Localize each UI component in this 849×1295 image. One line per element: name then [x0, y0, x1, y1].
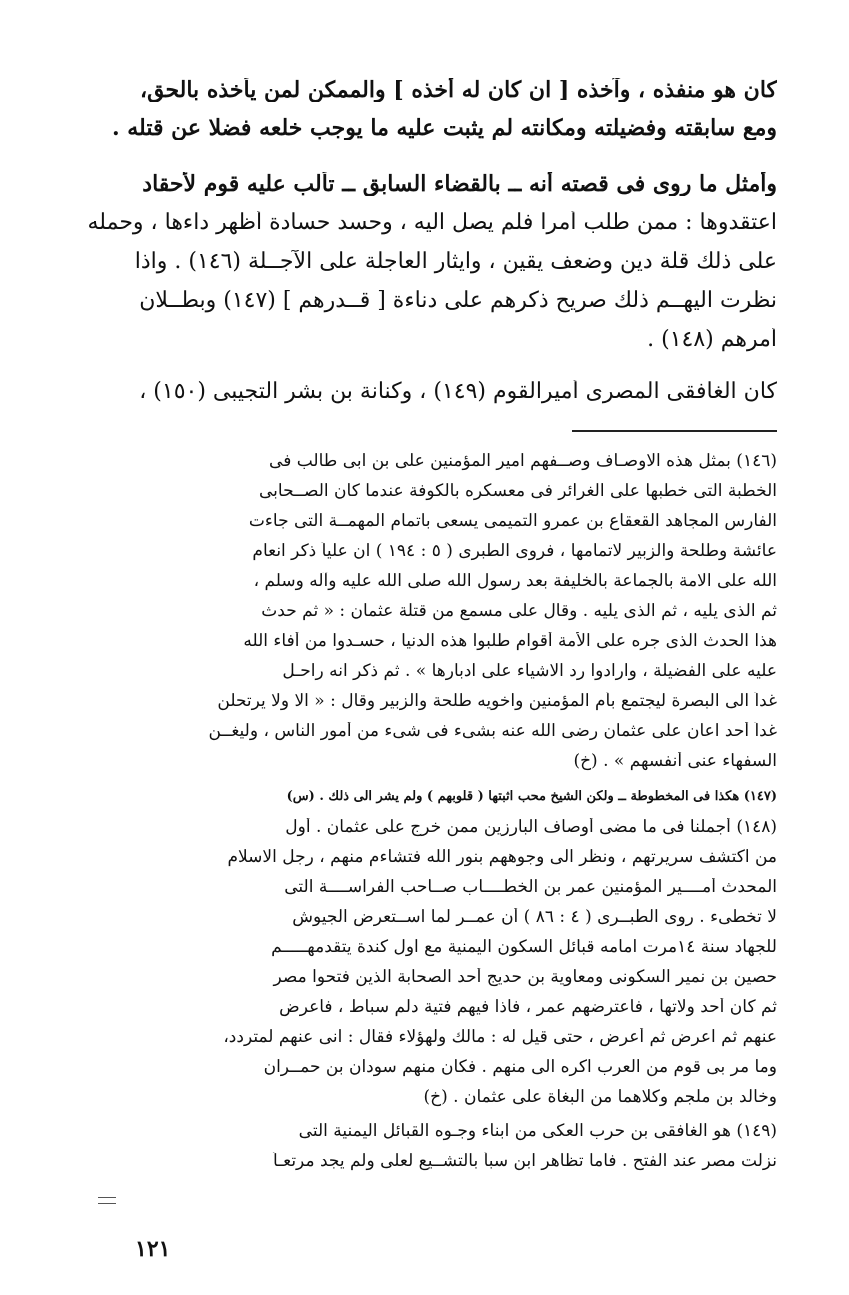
footnote-line: للجهاد سنة ١٤مرت امامه قبائل السكون اليمنية مع اول كندة يتقدمهـــــم	[271, 938, 777, 957]
footnote-line: هذا الحدث الذى جره على الأمة أقوام طلبوا هذه الدنيا ، حسـدوا من أفاء الله	[243, 632, 777, 651]
main-text-line: كان هو منفذه ، وآخذه [ ان كان له أخذه ] والممكن لمن يأخذه بالحق،	[140, 78, 777, 103]
footnote-line: وما مر بى قوم من العرب اكره الى منهم . فكان منهم سودان بن حمــران	[263, 1058, 777, 1077]
main-text-line: أمرهم (١٤٨) .	[647, 328, 777, 352]
footnote-line: (١٤٨) أجملنا فى ما مضى أوصاف البارزين ممن خرج على عثمان . أول	[285, 818, 777, 837]
footnote-line: ثم كان أحد ولاتها ، فاعترضهم عمر ، فاذا فيهم فتية دلم سباط ، فاعرض	[279, 998, 777, 1017]
footnote-line: المحدث أمــــير المؤمنين عمر بن الخطــــاب صــاحب الفراســــة التى	[284, 878, 777, 897]
footnote-line: من اكتشف سريرتهم ، ونظر الى وجوههم بنور الله فتشاءم منهم ، رجل الاسلام	[227, 848, 777, 867]
footnote-separator	[572, 430, 777, 432]
footnote-line: نزلت مصر عند الفتح . فاما تظاهر ابن سبأ بالتشــيع لعلى ولم يجد مرتعـاً	[272, 1152, 777, 1171]
continuation-mark	[98, 1203, 116, 1204]
main-text-line: على ذلك قلة دين وضعف يقين ، وايثار العاجلة على الآجــلة (١٤٦) . واذا	[134, 250, 777, 274]
page-number: ١٢١	[135, 1236, 171, 1262]
footnote-line: السفهاء عنى أنفسهم » . (خ)	[573, 752, 777, 771]
footnote-line: ثم الذى يليه ، ثم الذى يليه . وقال على مسمع من قتلة عثمان : « ثم حدث	[261, 602, 777, 621]
footnote-line: لا تخطىء . روى الطبــرى ( ٤ : ٨٦ ) أن عمــر لما اســتعرض الجيوش	[292, 908, 777, 927]
main-text-line: وأمثل ما روى فى قصته أنه ــ بالقضاء السابق ــ تألب عليه قوم لأحقاد	[142, 172, 777, 197]
footnote-line: (١٤٦) بمثل هذه الاوصـاف وصــفهم امير المؤمنين على بن ابى طالب فى	[269, 452, 777, 471]
footnote-line: (١٤٩) هو الغافقى بن حرب العكى من ابناء وجـوه القبائل اليمنية التى	[298, 1122, 777, 1141]
continuation-mark	[98, 1197, 116, 1198]
main-text-line: اعتقدوها : ممن طلب أمراً فلم يصل اليه ، وحسد حسادة أظهر داءها ، وحمله	[87, 211, 777, 235]
footnote-line: (١٤٧) هكذا فى المخطوطة ــ ولكن الشيخ محب أثبتها ( قلوبهم ) ولم يشر الى ذلك . (س)	[286, 790, 777, 804]
footnote-line: الخطبة التى خطبها على الغرائر فى معسكره بالكوفة عندما كان الصــحابى	[258, 482, 777, 501]
footnote-line: الفارس المجاهد القعقاع بن عمرو التميمى يسعى باتمام المهمــة التى جاءت	[248, 512, 777, 531]
footnote-line: غداً الى البصرة ليجتمع بأم المؤمنين واخويه طلحة والزبير وقال : « الا ولا يرتحلن	[217, 692, 777, 711]
footnote-line: غداً أحد اعان على عثمان رضى الله عنه بشىء فى شىء من أمور الناس ، وليغــن	[208, 722, 777, 741]
main-text-line: ومع سابقته وفضيلته ومكانته لم يثبت عليه ما يوجب خلعه فضلا عن قتله .	[111, 116, 777, 141]
footnote-line: وخالد بن ملجم وكلاهما من البغاة على عثمان . (خ)	[423, 1088, 777, 1107]
footnote-line: عائشة وطلحة والزبير لاتمامها ، فروى الطبرى ( ٥ : ١٩٤ ) ان علياً ذكر انعام	[252, 542, 777, 561]
main-text-line: كان الغافقى المصرى أميرالقوم (١٤٩) ، وكنانة بن بشر التجيبى (١٥٠) ،	[139, 380, 777, 404]
footnote-line: عليه على الفضيلة ، وارادوا رد الاشياء على ادبارها » . ثم ذكر انه راحـل	[282, 662, 777, 681]
footnote-line: الله على الامة بالجماعة بالخليفة بعد رسول الله صلى الله عليه وآله وسلم ،	[253, 572, 777, 591]
main-text-line: نظرت اليهــم ذلك صريح ذكرهم على دناءة [ قــدرهم ] (١٤٧) وبطــلان	[139, 289, 777, 313]
footnote-line: عنهم ثم اعرض ثم أعرض ، حتى قيل له : مالك ولهؤلاء فقال : انى عنهم لمتردد،	[223, 1028, 777, 1047]
footnote-line: حصين بن نمير السكونى ومعاوية بن حديج أحد الصحابة الذين فتحوا مصر	[273, 968, 777, 987]
